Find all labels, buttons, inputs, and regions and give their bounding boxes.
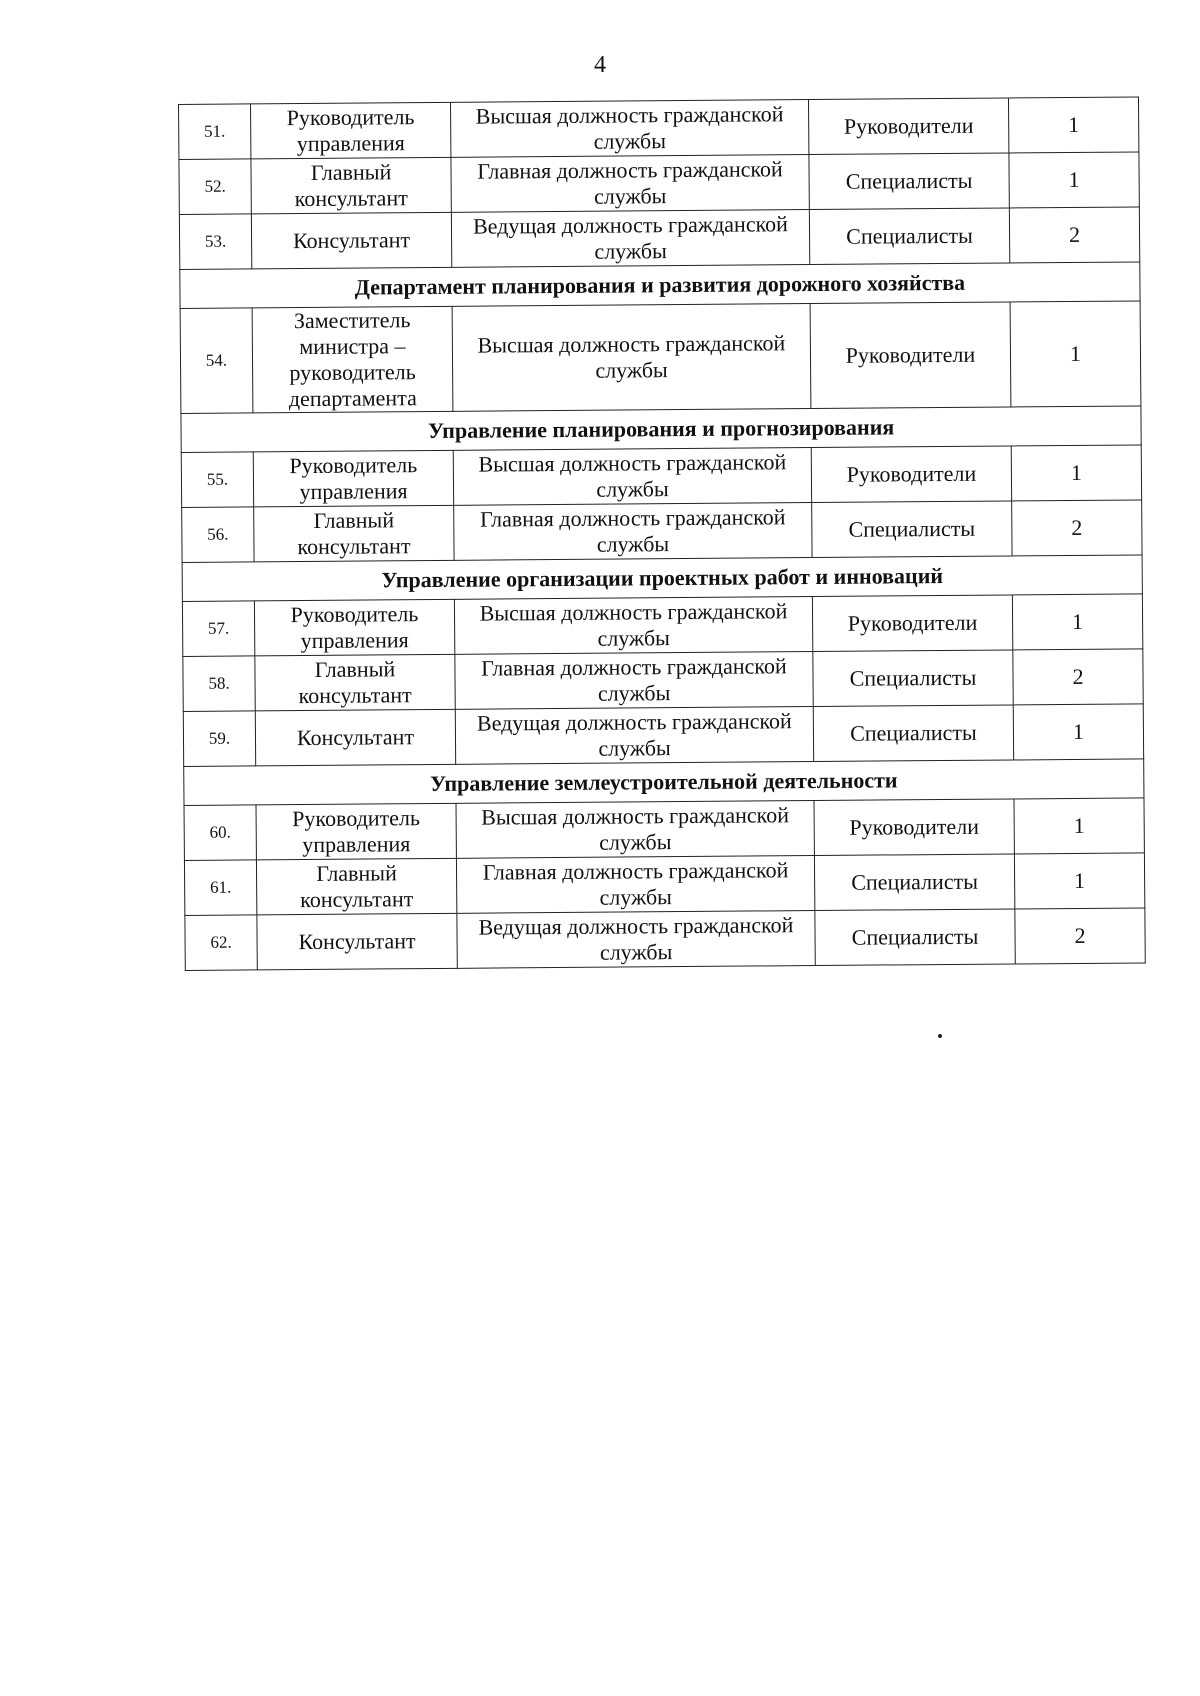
page-number: 4 — [594, 52, 606, 78]
position-group: Главная должность гражданской службы — [456, 856, 814, 914]
table-body — [179, 97, 1146, 971]
position-group: Ведущая должность гражданской службы — [455, 707, 813, 765]
position-title: Консультант — [257, 913, 457, 970]
position-count: 1 — [1012, 594, 1142, 650]
row-number: 60. — [184, 805, 256, 861]
table-row — [185, 908, 1145, 971]
position-group: Высшая должность гражданской службы — [453, 448, 811, 506]
row-number: 59. — [183, 711, 255, 767]
position-group: Высшая должность гражданской службы — [452, 304, 811, 412]
position-category: Специалисты — [813, 650, 1013, 707]
row-number: 54. — [180, 308, 253, 414]
position-group: Главная должность гражданской службы — [454, 503, 812, 561]
position-count: 2 — [1009, 207, 1139, 263]
position-title: Руководитель управления — [251, 102, 451, 159]
position-category: Руководители — [811, 446, 1011, 503]
row-number: 53. — [179, 214, 251, 270]
position-group: Главная должность гражданской службы — [451, 155, 809, 213]
position-group: Высшая должность гражданской службы — [450, 100, 808, 158]
position-count: 2 — [1015, 908, 1145, 964]
position-category: Специалисты — [813, 705, 1013, 762]
position-category: Руководители — [808, 98, 1008, 155]
table-row — [183, 704, 1143, 767]
position-category: Специалисты — [809, 208, 1009, 265]
table-row — [179, 97, 1139, 160]
row-number: 55. — [181, 452, 253, 508]
position-count: 1 — [1010, 301, 1141, 407]
position-group: Главная должность гражданской службы — [455, 652, 813, 710]
position-count: 1 — [1009, 152, 1139, 208]
scan-speck — [938, 1034, 942, 1038]
position-title: Заместитель министра – руководитель департамента — [252, 306, 453, 413]
row-number: 56. — [182, 507, 254, 563]
position-count: 1 — [1008, 97, 1138, 153]
position-count: 1 — [1011, 445, 1141, 501]
position-title: Консультант — [251, 212, 451, 269]
position-count: 1 — [1014, 853, 1144, 909]
row-number: 61. — [184, 860, 256, 916]
table-row — [183, 649, 1143, 712]
section-title: Управление планирования и прогнозирования — [181, 406, 1141, 453]
position-group: Высшая должность гражданской службы — [456, 801, 814, 859]
position-category: Специалисты — [812, 501, 1012, 558]
position-category: Руководители — [810, 302, 1011, 409]
position-category: Специалисты — [814, 854, 1014, 911]
position-category: Специалисты — [815, 909, 1015, 966]
position-count: 2 — [1012, 500, 1142, 556]
table-row — [184, 853, 1144, 916]
position-title: Руководитель управления — [256, 803, 456, 860]
position-title: Консультант — [255, 709, 455, 766]
position-count: 1 — [1014, 798, 1144, 854]
position-group: Высшая должность гражданской службы — [454, 597, 812, 655]
row-number: 57. — [182, 601, 254, 657]
position-title: Руководитель управления — [254, 599, 454, 656]
position-group: Ведущая должность гражданской службы — [457, 911, 815, 969]
table-row — [179, 152, 1139, 215]
position-title: Главный консультант — [251, 157, 451, 214]
position-title: Главный консультант — [256, 858, 456, 915]
table-row — [181, 445, 1141, 508]
table-row — [182, 500, 1142, 563]
position-title: Руководитель управления — [253, 450, 453, 507]
staff-positions-table — [178, 96, 1146, 971]
row-number: 62. — [185, 915, 257, 971]
table-row — [180, 301, 1141, 414]
position-title: Главный консультант — [254, 505, 454, 562]
section-title: Департамент планирования и развития дорожного хозяйства — [180, 262, 1140, 309]
position-category: Руководители — [814, 799, 1014, 856]
row-number: 52. — [179, 159, 251, 215]
table-row — [182, 594, 1142, 657]
section-title: Управление организации проектных работ и инноваций — [182, 555, 1142, 602]
position-title: Главный консультант — [255, 654, 455, 711]
table-row — [184, 798, 1144, 861]
position-count: 2 — [1013, 649, 1143, 705]
position-count: 1 — [1013, 704, 1143, 760]
position-category: Руководители — [812, 595, 1012, 652]
position-group: Ведущая должность гражданской службы — [451, 210, 809, 268]
section-title: Управление землеустроительной деятельности — [184, 759, 1144, 806]
position-category: Специалисты — [809, 153, 1009, 210]
row-number: 51. — [179, 104, 251, 160]
row-number: 58. — [183, 656, 255, 712]
table-row — [179, 207, 1139, 270]
